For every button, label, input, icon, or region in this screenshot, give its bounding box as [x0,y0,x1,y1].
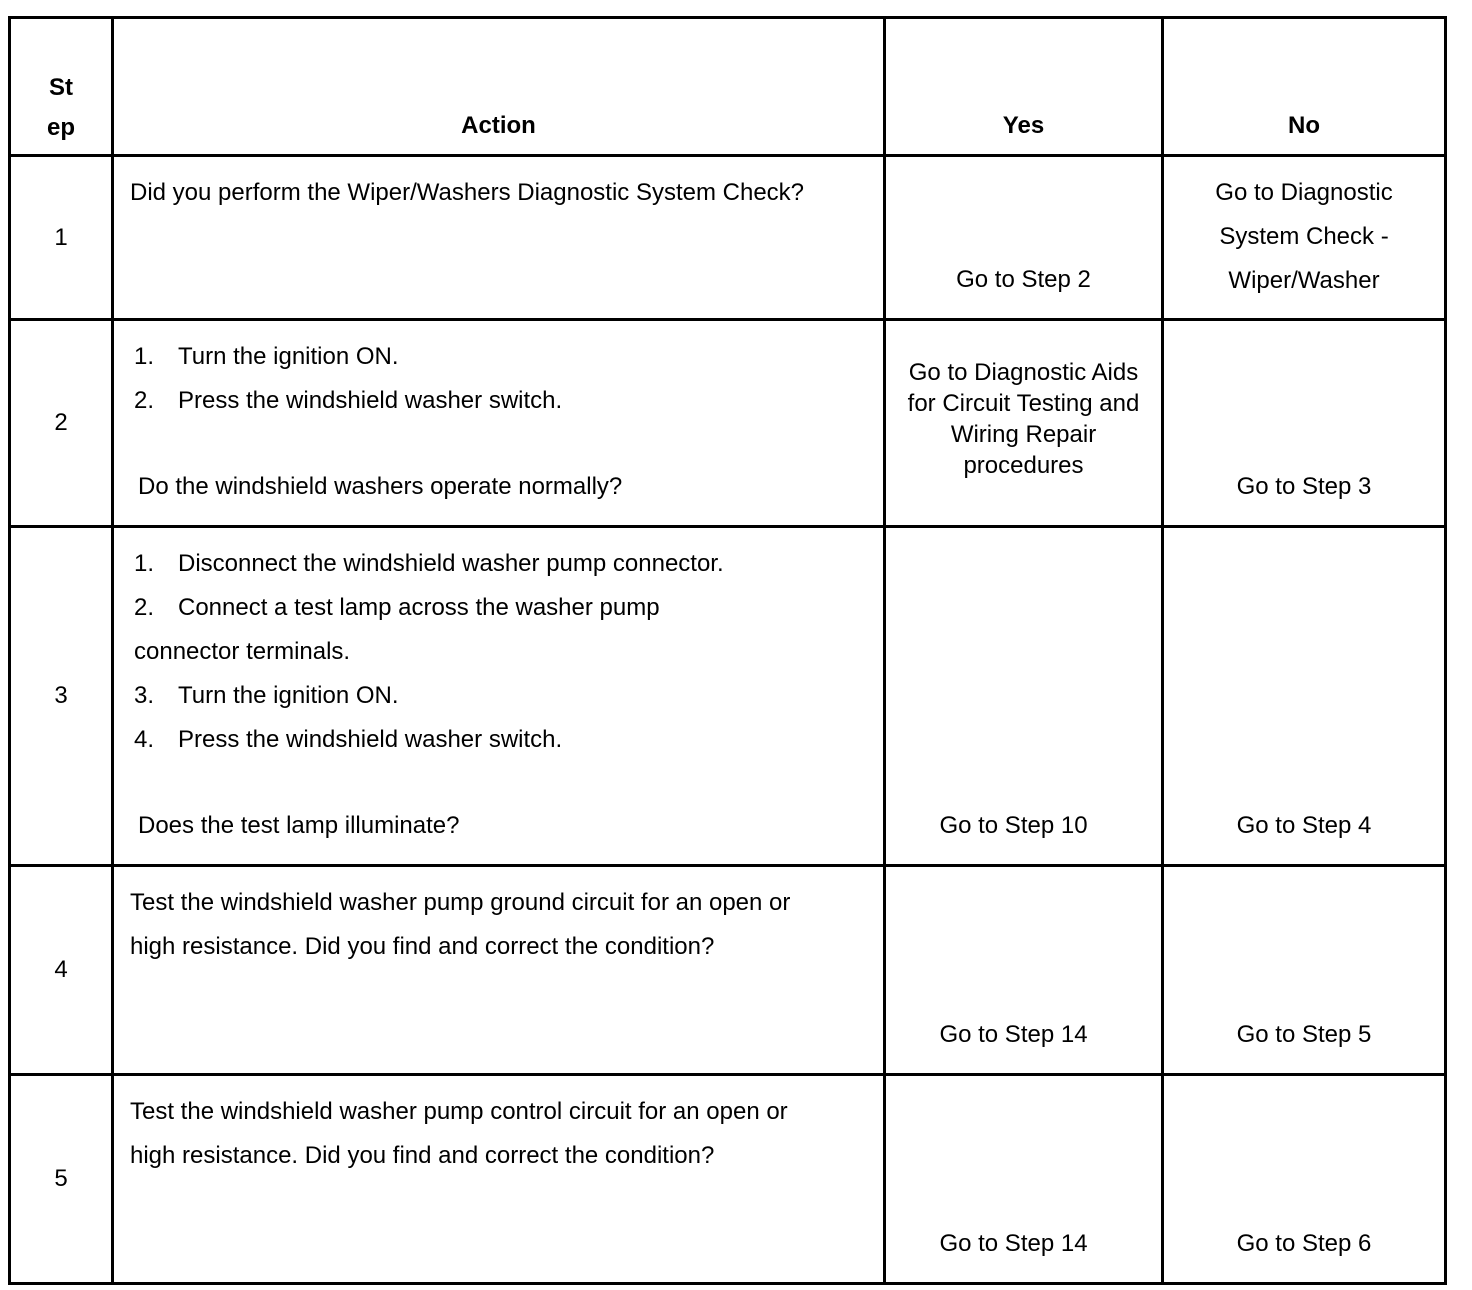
list-item [130,674,867,718]
table-row [10,866,1446,1075]
step-number: 3 [10,527,113,866]
table-row [10,1075,1446,1284]
list-item-text: Press the windshield washer switch. [178,387,563,414]
list-item-number: 4. [134,726,155,753]
step-number: 2 [10,320,113,527]
diagnostic-table-container [8,16,1444,1285]
yes-text: Go to Step 14 [939,1230,1088,1257]
yes-cell [885,320,1163,527]
yes-header: Yes [885,18,1163,156]
no-text: Go to Step 5 [1236,1021,1372,1048]
action-text: Did you perform the Wiper/Washers Diagnostic System Check? [130,179,805,206]
no-text: Go to Step 4 [1236,812,1372,839]
action-header: Action [113,18,885,156]
diagnostic-table [8,16,1447,1285]
list-item-text: Press the windshield washer switch. [178,726,563,753]
list-item-text: Connect a test lamp across the washer pump connector terminals. [134,594,660,665]
no-text: Go to Step 6 [1236,1230,1372,1257]
action-cell [113,156,885,320]
yes-text: Go to Step 14 [939,1021,1088,1048]
list-item-number: 1. [134,343,155,370]
no-cell [1163,527,1446,866]
action-text: Test the windshield washer pump ground circuit for an open or high resistance. Did you find and correct the condition? [130,889,791,960]
step-number: 4 [10,866,113,1075]
yes-text: Go to Step 2 [956,266,1091,293]
list-item-text: Disconnect the windshield washer pump connector. [178,550,724,577]
action-cell [113,320,885,527]
list-item [130,379,867,423]
no-cell [1163,156,1446,320]
list-item-text: Turn the ignition ON. [178,682,399,709]
list-item-number: 2. [134,387,155,414]
step-header-line1: St [49,74,73,101]
no-text: Go to Diagnostic System Check - Wiper/Washer [1215,179,1393,294]
no-cell [1163,1075,1446,1284]
yes-cell [885,156,1163,320]
step-header [10,18,113,156]
table-row [10,527,1446,866]
list-item-number: 3. [134,682,155,709]
action-text: Test the windshield washer pump control circuit for an open or high resistance. Did you find and correct the condition? [130,1098,788,1169]
yes-cell [885,866,1163,1075]
list-item [130,542,867,586]
list-item [130,718,867,762]
table-row [10,320,1446,527]
list-item [130,335,867,379]
list-item-number: 2. [134,594,155,621]
action-cell [113,527,885,866]
list-item-number: 1. [134,550,155,577]
yes-text: Go to Diagnostic Aids for Circuit Testing and Wiring Repair procedures [907,359,1140,479]
yes-cell [885,1075,1163,1284]
step-header-line2: ep [46,114,75,141]
no-text: Go to Step 3 [1236,473,1372,500]
action-cell [113,1075,885,1284]
no-header: No [1163,18,1446,156]
header-row [10,18,1446,156]
action-question: Does the test lamp illuminate? [138,812,460,839]
step-number: 1 [10,156,113,320]
no-cell [1163,320,1446,527]
yes-cell [885,527,1163,866]
list-item [130,586,754,674]
yes-text: Go to Step 10 [939,812,1088,839]
action-question: Do the windshield washers operate normally? [138,473,623,500]
no-cell [1163,866,1446,1075]
step-number: 5 [10,1075,113,1284]
action-cell [113,866,885,1075]
table-row [10,156,1446,320]
list-item-text: Turn the ignition ON. [178,343,399,370]
